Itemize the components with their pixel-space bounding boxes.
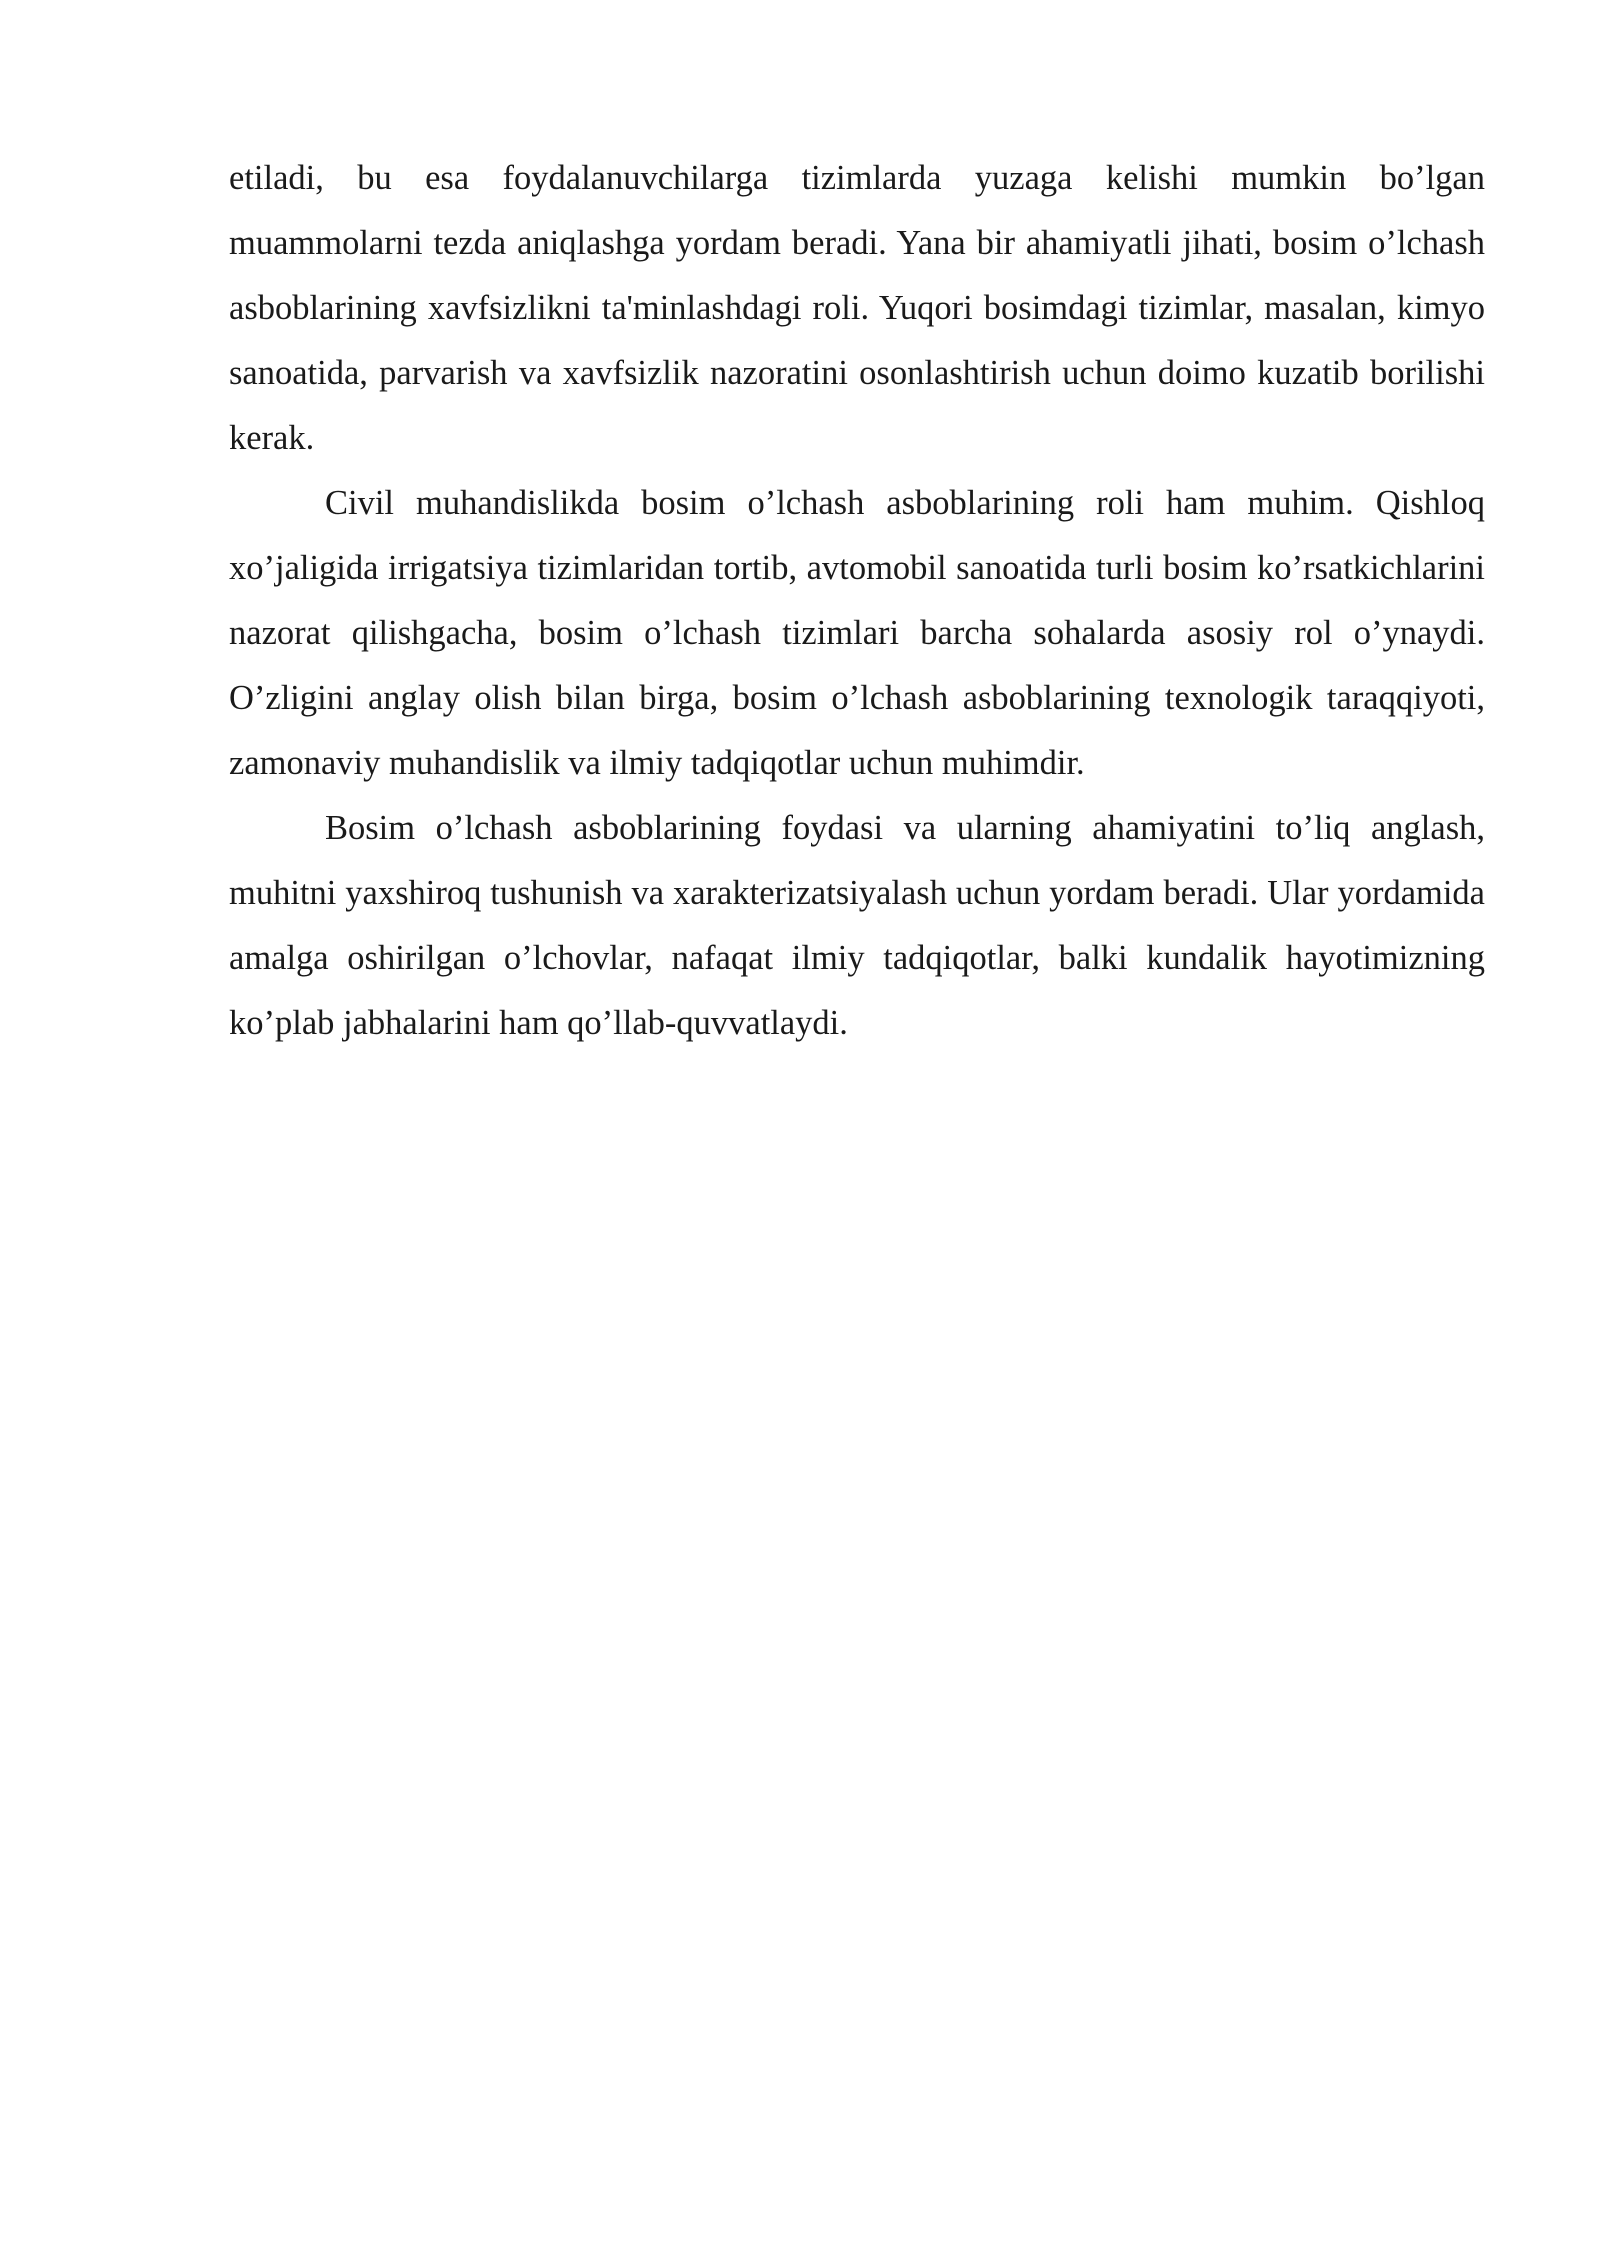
paragraph-3: Bosim o’lchash asboblarining foydasi va ularning ahamiyatini to’liq anglash, muhitni yaxshiroq tushunish va xarakterizatsiyalash uchun yordam beradi. Ular yordamida amalga oshirilgan o’lchovlar, nafaqat ilmiy tadqiqotlar, balki kundalik hayotimizning ko’plab jabhalarini ham qo’llab-quvvatlaydi. [229,809,1485,1042]
document-body [229,146,1485,1056]
paragraph-1: etiladi, bu esa foydalanuvchilarga tizimlarda yuzaga kelishi mumkin bo’lgan muammolarni tezda aniqlashga yordam beradi. Yana bir ahamiyatli jihati, bosim o’lchash asboblarining xavfsizlikni ta'minlashdagi roli. Yuqori bosimdagi tizimlar, masalan, kimyo sanoatida, parvarish va xavfsizlik nazoratini osonlashtirish uchun doimo kuzatib borilishi kerak. [229,159,1485,457]
paragraph-2: Civil muhandislikda bosim o’lchash asboblarining roli ham muhim. Qishloq xo’jaligida irrigatsiya tizimlaridan tortib, avtomobil sanoatida turli bosim ko’rsatkichlarini nazorat qilishgacha, bosim o’lchash tizimlari barcha sohalarda asosiy rol o’ynaydi. O’zligini anglay olish bilan birga, bosim o’lchash asboblarining texnologik taraqqiyoti, zamonaviy muhandislik va ilmiy tadqiqotlar uchun muhimdir. [229,484,1485,782]
